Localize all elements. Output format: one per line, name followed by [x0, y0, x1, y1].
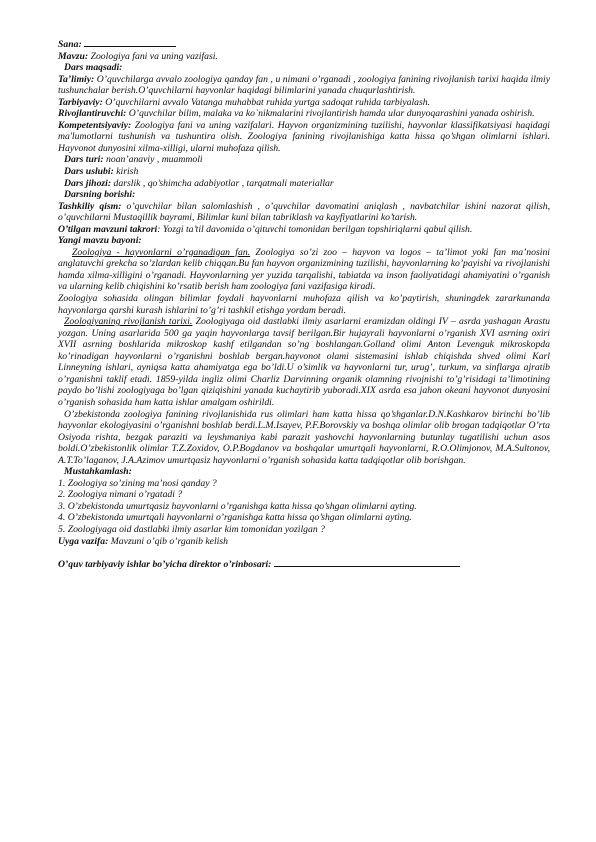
- lesson-type-text: noan’anaviy , muammoli: [106, 154, 203, 166]
- review-part: [58, 224, 550, 236]
- question-item: 3. O’zbekistonda umurtqasiz hayvonlarni o’rganishga katta hissa qo’shgan olimlarni ayting.: [58, 500, 417, 512]
- date-blank: [84, 38, 176, 47]
- developmental-goal-text: O’quvchilar bilim, malaka va ko`nikmalarini rivojlantirish hamda ular dunyoqarashini yanada oshirish.: [128, 108, 535, 120]
- question-item: 2. Zoologiya nimani o’rgatadi ?: [58, 489, 183, 501]
- upbringing-goal: [58, 97, 550, 109]
- competency-goal-text: Zoologiya fani va uning vazifalari. Hayvon organizmining tuzilishi, hayvonlar klassifikatsiyasi haqidagi ma'lumotlarni tushunish va tushuntira olish. Zoologiya fanining rivojlanishiga katta hissa qo’shgan olimlarni ishlari. Hayvonot dunyosini xilma-xilligi, ularni muhofaza qilish.: [58, 119, 551, 154]
- new-topic-paragraph-1: Zoologiya - hayvonlarni o’rganadigan fan. Zoologiya so’zi zoo – hayvon va logos – ta’limot yoki fan ma’nosini anglatuvchi grekcha so’zlardan kelib chiqqan.Bu fan hayvon organizmining tuzilishi, hayvonlarning ko’payishi va rivojlanishi hamda xilma-xilligini o’rganadi. Hayvonlarning yer yuzida tarqalishi, tabiatda va inson faoliyatidagi ahamiyatini o’rganish va ularning kelib chiqishini ko’rsatib berish ham zoologiya fani vazifasiga kiradi.: [58, 246, 550, 293]
- competency-goal-label: Kompetentsiyaviy:: [58, 119, 132, 131]
- new-topic-paragraph-2: Zoologiya sohasida olingan bilimlar foydali hayvonlarni muhofaza qilish va ko’paytirish, shuningdek zararkunanda hayvonlarga qarshi kurash ishlarini to’g’ri tashkil etishga yordam beradi.: [58, 293, 550, 316]
- signature-blank: [274, 558, 460, 567]
- upbringing-goal-label: Tarbiyaviy:: [58, 96, 103, 108]
- lesson-method-label: Dars uslubi:: [64, 166, 114, 178]
- lesson-equipment-line: [58, 178, 550, 190]
- lesson-type-line: [58, 154, 550, 166]
- developmental-goal-label: Rivojlantiruvchi:: [58, 108, 127, 120]
- date-line: [58, 38, 550, 51]
- question-item: 4. O’zbekistonda umurtqali hayvonlarni o’rganishga katta hissa qo’shgan olimlarni ayting.: [58, 512, 412, 524]
- question-item: 1. Zoologiya so’zining ma’nosi qanday ?: [58, 477, 217, 489]
- homework-text: Mavzuni o’qib o’rganib kelish: [110, 535, 228, 547]
- lesson-progress-heading: Darsning borishi:: [64, 189, 136, 201]
- homework-label: Uyga vazifa:: [58, 535, 109, 547]
- educational-goal: [58, 74, 550, 97]
- educational-goal-text: O’quvchilarga avvalo zoologiya qanday fan , u nimani o’rganadi , zoologiya fanining rivojlanish tarixi haqida ilmiy tushunchalar berish.O’quvchilarni hayvonlar haqidagi bilimlarini yanada chuqurlashtirish.: [58, 73, 550, 97]
- goals-heading: Dars maqsadi:: [64, 62, 123, 74]
- consolidation-heading: Mustahkamlash:: [64, 466, 132, 478]
- lesson-equipment-text: darslik , qo’shimcha adabiyotlar , tarqatmali materiallar: [113, 177, 334, 189]
- signature-line: [58, 558, 550, 571]
- organizational-part-text: o’quvchilar bilan salomlashish , o’quvchilar davomatini aniqlash , navbatchilar ishini nazorat qilish, o’quvchilarni Mustaqillik bayrami, Bilimlar kuni bilan tabriklash va kayfiyatlarini ko’tarish.: [58, 200, 550, 224]
- organizational-part: [58, 201, 550, 224]
- topic-label: Mavzu:: [58, 50, 89, 62]
- review-part-text: : Yozgi ta’til davomida o’qituvchi tomonidan berilgan topshiriqlarni qabul qilish.: [157, 223, 473, 235]
- topic-line: [58, 51, 550, 63]
- topic-text: Zoologiya fani va uning vazifasi.: [90, 50, 218, 62]
- new-topic-subheading-1: Zoologiya - hayvonlarni o’rganadigan fan.: [72, 246, 251, 258]
- lesson-equipment-label: Dars jihozi:: [64, 177, 112, 189]
- upbringing-goal-text: O’quvchilarni avvalo Vatanga muhabbat ruhida yurtga sadoqat ruhida tarbiyalash.: [105, 96, 431, 108]
- educational-goal-label: Ta’limiy:: [58, 73, 95, 85]
- organizational-part-label: Tashkiliy qism:: [58, 200, 122, 212]
- new-topic-heading: Yangi mavzu bayoni:: [58, 235, 142, 247]
- lesson-type-label: Dars turi:: [64, 154, 104, 166]
- competency-goal: [58, 120, 550, 155]
- date-label: Sana:: [58, 39, 82, 50]
- developmental-goal: [58, 108, 550, 120]
- lesson-method-text: kirish: [116, 166, 139, 178]
- lesson-method-line: [58, 166, 550, 178]
- new-topic-subheading-2: Zoologiyaning rivojlanish tarixi.: [64, 316, 193, 328]
- homework-line: [58, 536, 550, 548]
- question-item: 5. Zoologiyaga oid dastlabki ilmiy asarlar kim tomonidan yozilgan ?: [58, 523, 325, 535]
- signature-label: O’quv tarbiyaviy ishlar bo’yicha direktor o’rinbosari:: [58, 559, 272, 571]
- review-part-label: O’tilgan mavzuni takrori: [58, 223, 158, 235]
- new-topic-paragraph-4: O’zbekistonda zoologiya fanining rivojlanishida rus olimlari ham katta hissa qo’shganlar.D.N.Kashkarov birinchi bo’lib hayvonlar ekologiyasini o’rganishni boshlab berdi.L.M.Isayev, P.F.Borovskiy va boshqa olimlar olib brogan tadqiqotlar O’rta Osiyoda rishta, bezgak paraziti va leyshmaniya kabi parazit yashovchi hayvonlarning butunlay tugatilishi uchun asos boldi.O’zbekistonlik olimlar T.Z.Zoxidov, O.P.Bogdanov va boshqalar umurtqali hayvonlarni, R.O.Olimjonov, M.A.Sultonov, A.T.To’laganov, J.A.Azimov umurtqasiz hayvonlarni o’rganish sohasida katta tadqiqotlar olib borishgan.: [58, 408, 550, 466]
- new-topic-paragraph-3: Zoologiyaning rivojlanish tarixi. Zoologiyaga oid dastlabki ilmiy asarlarni eramizdan oldingi IV – asrda yashagan Arastu yozgan. Uning asarlarida 500 ga yaqin hayvonlarga tavsif berilgan.Bir hujayrali hayvonlarni o’rganish XVI asrning oxiri XVII asrning boshlarida mikroskop kashf etilgandan so’ng boshlangan.Golland olimi Anton Levenguk mikroskopda ko’rinadigan hayvonlarni o’rganishni boshlab bergan.hayvonot olami sistemasini ishlab chiqishda shved olimi Karl Linneyning ishlari, ayniqsa katta ahamiyatga ega bo’ldi.U o’simlik va hayvonlarni tur, urug’, turkum, va sinflarga ajratib o’rganishni taklif etadi. 1859-yilda ingliz olimi Charliz Darvinning organik olamning rivojnishi to’g’risidagi ta’limotining paydo bo’lishi zoologiyaga bo’lgan qiziqishini yanada kuchaytirib yuboradi.XIX asrda esa jahon okeani hayvonot dunyosini o’rganish sohasida ham katta ishlar amalgam oshirildi.: [58, 316, 551, 408]
